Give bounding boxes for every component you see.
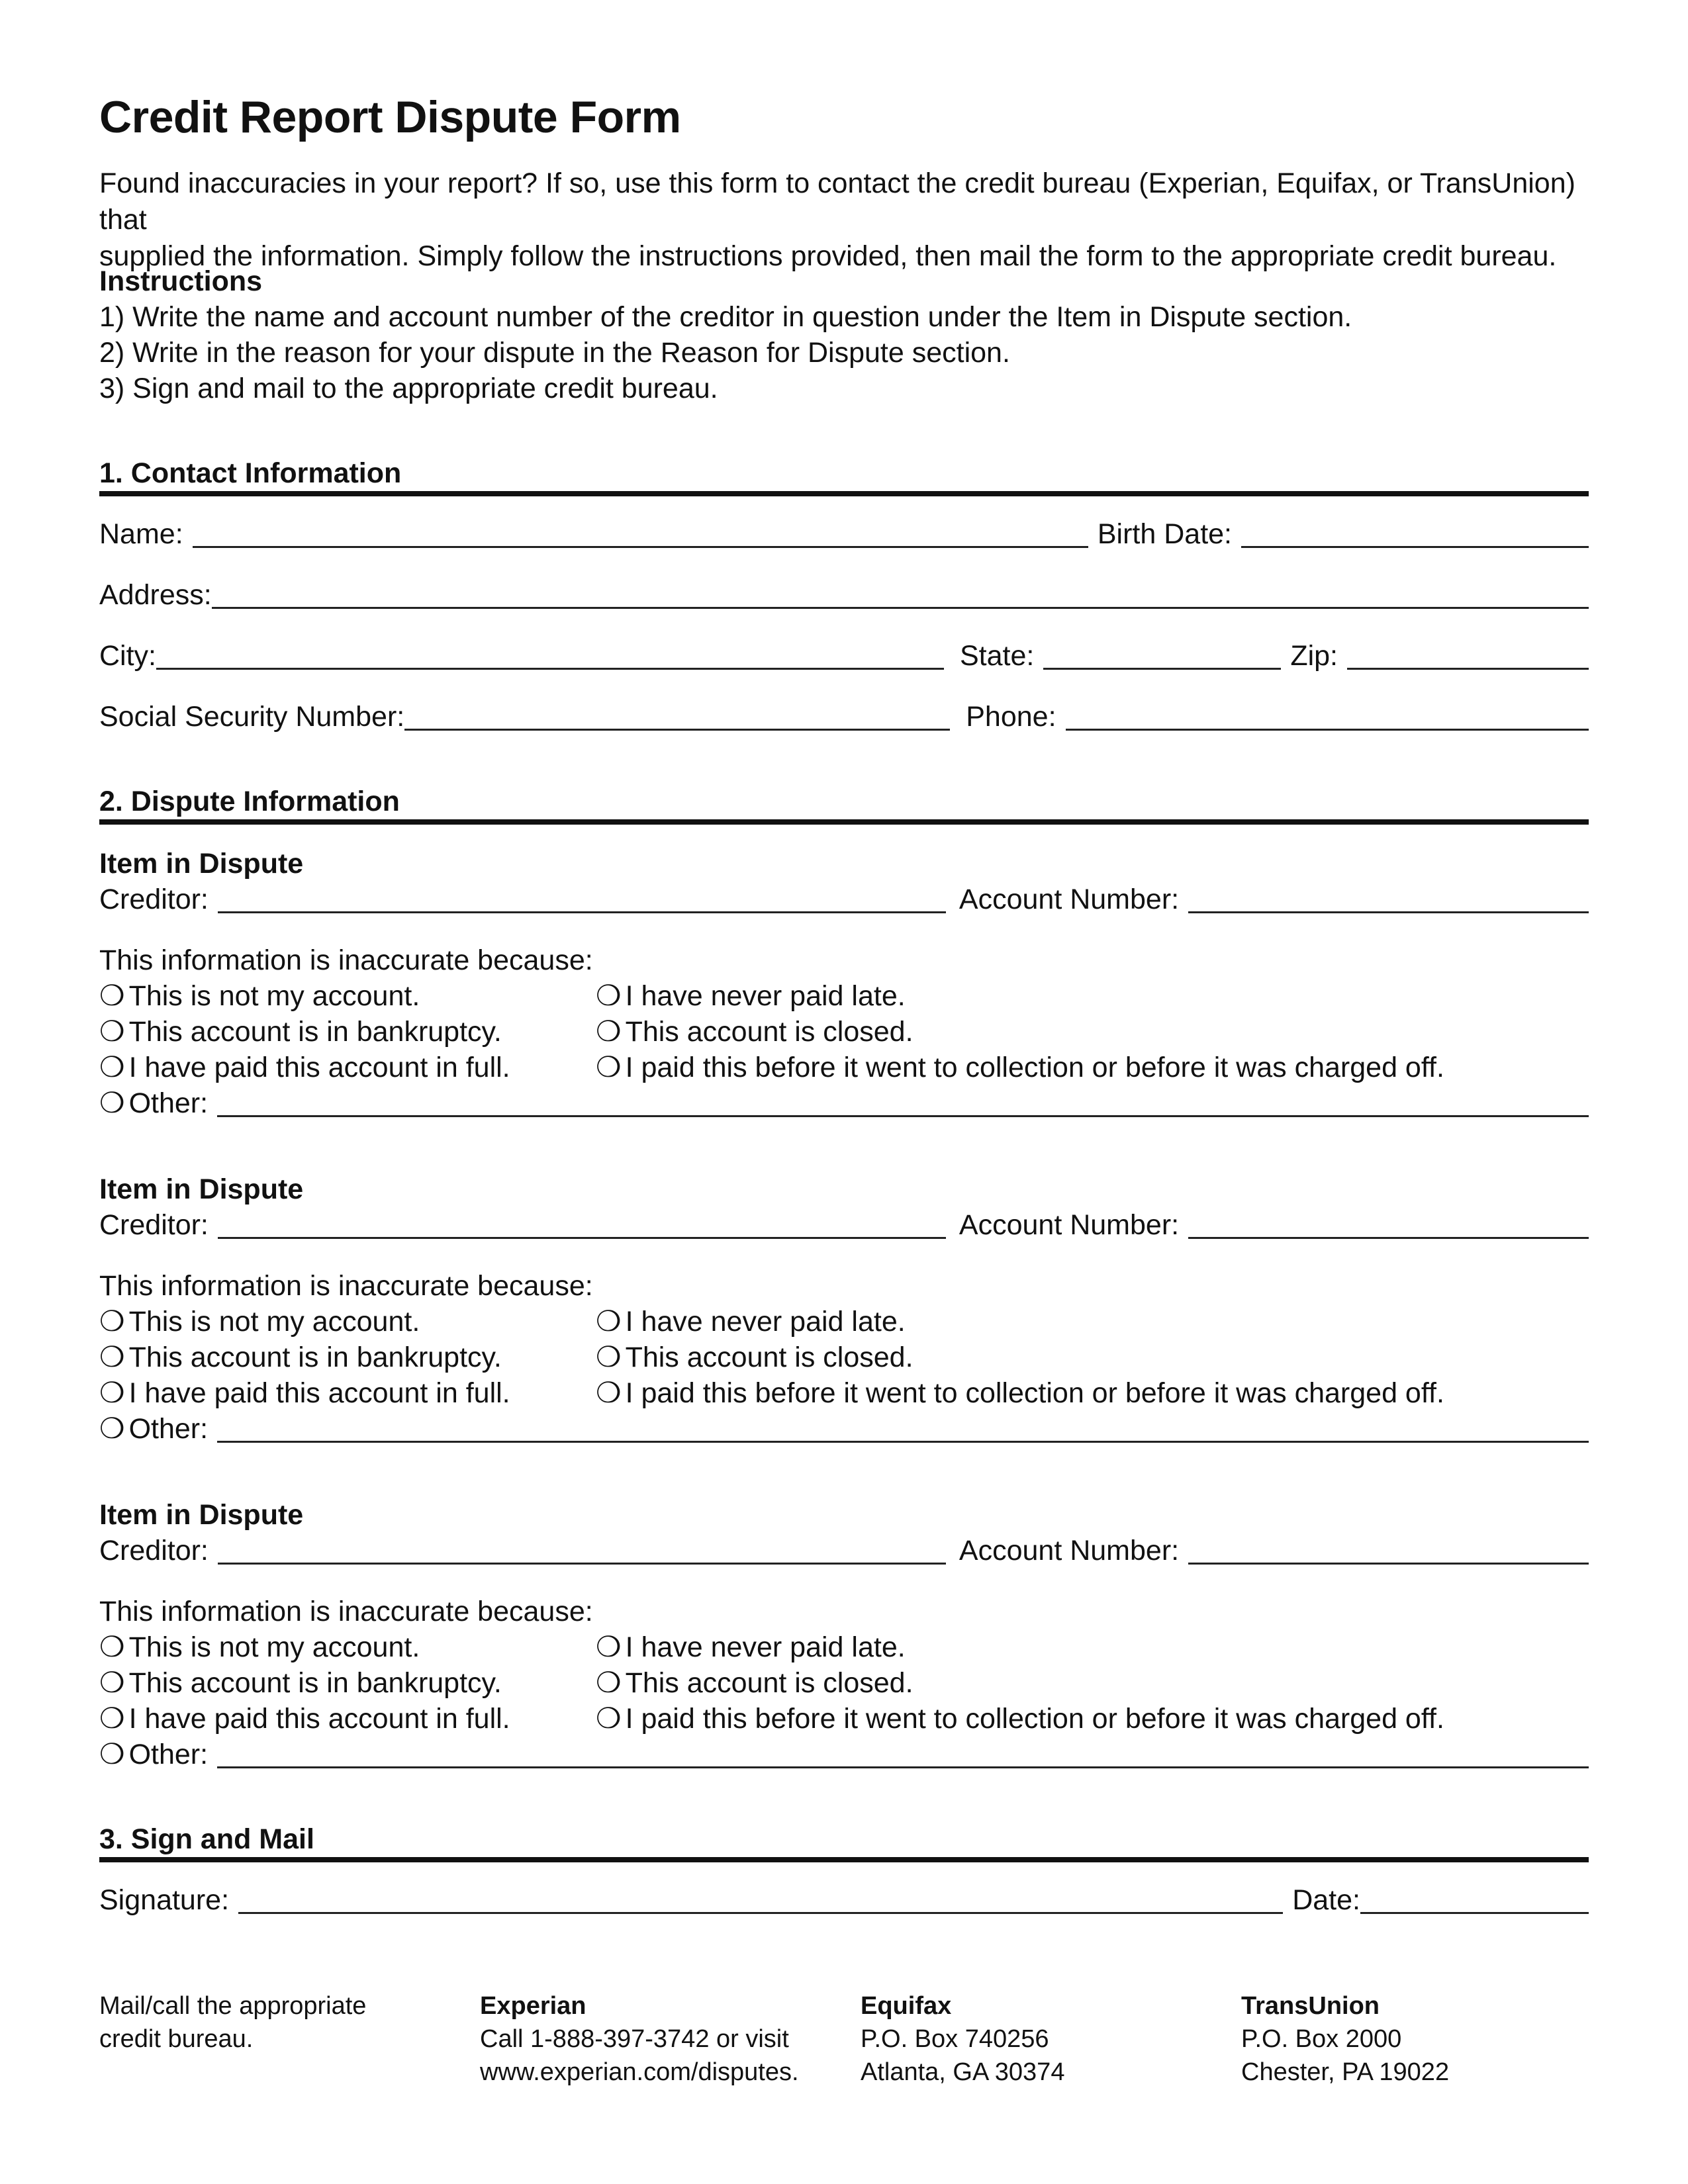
instructions-heading: Instructions: [99, 265, 263, 297]
option-label: This is not my account.: [128, 1306, 420, 1338]
checkbox-icon[interactable]: ❍: [596, 1052, 622, 1083]
experian-line-2: www.experian.com/disputes.: [480, 2058, 799, 2086]
item-in-dispute-heading: Item in Dispute: [99, 1499, 304, 1531]
birth-date-label: Birth Date:: [1097, 518, 1232, 550]
state-label: State:: [960, 640, 1035, 672]
checkbox-icon[interactable]: ❍: [99, 1703, 125, 1735]
equifax-line-2: Atlanta, GA 30374: [861, 2058, 1065, 2086]
checkbox-icon[interactable]: ❍: [99, 1342, 125, 1373]
checkbox-icon[interactable]: ❍: [99, 980, 125, 1012]
option-label: This account is in bankruptcy.: [128, 1016, 502, 1048]
option-bankruptcy[interactable]: [99, 1340, 502, 1375]
option-not-my-account[interactable]: [99, 1629, 420, 1665]
option-other[interactable]: [99, 1737, 208, 1772]
creditor-field[interactable]: [218, 887, 946, 913]
option-label: I have paid this account in full.: [128, 1052, 510, 1083]
checkbox-icon[interactable]: ❍: [99, 1087, 125, 1119]
account-number-field[interactable]: [1188, 1539, 1589, 1565]
address-row: [99, 577, 1589, 613]
creditor-row: [99, 1533, 1589, 1569]
option-paid-in-full[interactable]: [99, 1375, 510, 1411]
other-label: Other:: [128, 1413, 209, 1445]
creditor-row: [99, 1207, 1589, 1243]
account-number-label: Account Number:: [959, 1535, 1180, 1567]
checkbox-icon[interactable]: ❍: [596, 1016, 622, 1048]
name-field[interactable]: [193, 522, 1088, 548]
option-bankruptcy[interactable]: [99, 1014, 502, 1050]
option-bankruptcy[interactable]: [99, 1665, 502, 1701]
ssn-row: [99, 699, 1589, 735]
option-label: This is not my account.: [128, 980, 420, 1012]
zip-field[interactable]: [1347, 644, 1589, 670]
item-in-dispute-heading: Item in Dispute: [99, 1173, 304, 1205]
option-paid-before-collection[interactable]: [596, 1701, 1444, 1737]
experian-name: Experian: [480, 1992, 586, 2020]
account-number-field[interactable]: [1188, 887, 1589, 913]
option-label: I have never paid late.: [625, 1631, 906, 1663]
option-label: I paid this before it went to collection or before it was charged off.: [625, 1052, 1444, 1083]
checkbox-icon[interactable]: ❍: [99, 1377, 125, 1409]
option-not-my-account[interactable]: [99, 978, 420, 1014]
name-row: [99, 516, 1589, 552]
other-row: [99, 1411, 1589, 1447]
city-row: [99, 638, 1589, 674]
date-label: Date:: [1292, 1884, 1360, 1916]
checkbox-icon[interactable]: ❍: [99, 1052, 125, 1083]
option-label: I have never paid late.: [625, 1306, 906, 1338]
creditor-field[interactable]: [218, 1539, 946, 1565]
checkbox-icon[interactable]: ❍: [596, 980, 622, 1012]
birth-date-field[interactable]: [1241, 522, 1589, 548]
transunion-name: TransUnion: [1241, 1992, 1380, 2020]
reason-intro: This information is inaccurate because:: [99, 944, 593, 976]
option-label: This is not my account.: [128, 1631, 420, 1663]
name-label: Name:: [99, 518, 183, 550]
address-label: Address:: [99, 579, 212, 611]
ssn-label: Social Security Number:: [99, 701, 405, 733]
intro-line-2: supplied the information. Simply follow the instructions provided, then mail the form to the appropriate credit bureau.: [99, 240, 1557, 272]
bureau-experian: [480, 1989, 799, 2089]
instructions: [99, 263, 1589, 406]
instruction-step-2: 2) Write in the reason for your dispute in the Reason for Dispute section.: [99, 337, 1010, 369]
option-never-paid-late[interactable]: [596, 978, 906, 1014]
option-account-closed[interactable]: [596, 1014, 914, 1050]
mail-note: [99, 1989, 366, 2056]
account-number-label: Account Number:: [959, 1209, 1180, 1241]
intro-text: [99, 165, 1589, 275]
checkbox-icon[interactable]: ❍: [596, 1667, 622, 1699]
option-not-my-account[interactable]: [99, 1304, 420, 1340]
other-field[interactable]: [217, 1743, 1589, 1768]
equifax-name: Equifax: [861, 1992, 952, 2020]
option-other[interactable]: [99, 1085, 208, 1121]
option-label: This account is closed.: [625, 1667, 914, 1699]
checkbox-icon[interactable]: ❍: [99, 1413, 125, 1445]
creditor-label: Creditor:: [99, 884, 209, 915]
checkbox-icon[interactable]: ❍: [99, 1631, 125, 1663]
account-number-field[interactable]: [1188, 1213, 1589, 1239]
mail-note-line-1: Mail/call the appropriate: [99, 1992, 367, 2020]
bureau-equifax: [861, 1989, 1064, 2089]
city-label: City:: [99, 640, 156, 672]
checkbox-icon[interactable]: ❍: [99, 1667, 125, 1699]
other-label: Other:: [128, 1087, 209, 1119]
state-field[interactable]: [1043, 644, 1281, 670]
date-field[interactable]: [1360, 1888, 1589, 1914]
page-title: Credit Report Dispute Form: [99, 92, 681, 142]
section-contact-heading: 1. Contact Information: [99, 455, 1589, 496]
checkbox-icon[interactable]: ❍: [596, 1631, 622, 1663]
equifax-line-1: P.O. Box 740256: [861, 2025, 1049, 2053]
other-label: Other:: [128, 1739, 209, 1770]
checkbox-icon[interactable]: ❍: [596, 1306, 622, 1338]
section-sign-heading: 3. Sign and Mail: [99, 1821, 1589, 1862]
option-label: I paid this before it went to collection or before it was charged off.: [625, 1377, 1444, 1409]
reason-intro: This information is inaccurate because:: [99, 1596, 593, 1627]
item-in-dispute-heading: Item in Dispute: [99, 848, 304, 880]
option-paid-before-collection[interactable]: [596, 1375, 1444, 1411]
option-label: I have paid this account in full.: [128, 1703, 510, 1735]
bureau-transunion: [1241, 1989, 1449, 2089]
option-paid-in-full[interactable]: [99, 1050, 510, 1085]
option-label: This account is closed.: [625, 1016, 914, 1048]
signature-field[interactable]: [238, 1888, 1283, 1914]
instruction-step-1: 1) Write the name and account number of the creditor in question under the Item in Dispute section.: [99, 301, 1352, 333]
creditor-row: [99, 882, 1589, 917]
intro-line-1: Found inaccuracies in your report? If so, use this form to contact the credit bureau (Experian, Equifax, or TransUnion) that: [99, 167, 1575, 236]
option-label: This account is in bankruptcy.: [128, 1342, 502, 1373]
phone-field[interactable]: [1066, 705, 1589, 731]
account-number-label: Account Number:: [959, 884, 1180, 915]
option-label: This account is in bankruptcy.: [128, 1667, 502, 1699]
transunion-line-1: P.O. Box 2000: [1241, 2025, 1402, 2053]
option-paid-before-collection[interactable]: [596, 1050, 1444, 1085]
option-label: I paid this before it went to collection or before it was charged off.: [625, 1703, 1444, 1735]
option-account-closed[interactable]: [596, 1340, 914, 1375]
option-label: I have never paid late.: [625, 980, 906, 1012]
option-never-paid-late[interactable]: [596, 1304, 906, 1340]
checkbox-icon[interactable]: ❍: [99, 1739, 125, 1770]
checkbox-icon[interactable]: ❍: [596, 1377, 622, 1409]
other-row: [99, 1737, 1589, 1772]
other-field[interactable]: [217, 1091, 1589, 1117]
section-dispute-heading: 2. Dispute Information: [99, 784, 1589, 825]
option-paid-in-full[interactable]: [99, 1701, 510, 1737]
checkbox-icon[interactable]: ❍: [596, 1342, 622, 1373]
zip-label: Zip:: [1290, 640, 1338, 672]
checkbox-icon[interactable]: ❍: [596, 1703, 622, 1735]
creditor-label: Creditor:: [99, 1209, 209, 1241]
reason-intro: This information is inaccurate because:: [99, 1270, 593, 1302]
city-field[interactable]: [156, 644, 944, 670]
option-account-closed[interactable]: [596, 1665, 914, 1701]
phone-label: Phone:: [966, 701, 1056, 733]
transunion-line-2: Chester, PA 19022: [1241, 2058, 1450, 2086]
ssn-field[interactable]: [404, 705, 950, 731]
signature-row: [99, 1882, 1589, 1918]
option-other[interactable]: [99, 1411, 208, 1447]
mail-note-line-2: credit bureau.: [99, 2025, 254, 2053]
experian-line-1: Call 1-888-397-3742 or visit: [480, 2025, 789, 2053]
checkbox-icon[interactable]: ❍: [99, 1016, 125, 1048]
creditor-field[interactable]: [218, 1213, 946, 1239]
signature-label: Signature:: [99, 1884, 230, 1916]
instruction-step-3: 3) Sign and mail to the appropriate credit bureau.: [99, 373, 718, 404]
option-label: This account is closed.: [625, 1342, 914, 1373]
other-field[interactable]: [217, 1417, 1589, 1443]
option-never-paid-late[interactable]: [596, 1629, 906, 1665]
other-row: [99, 1085, 1589, 1121]
option-label: I have paid this account in full.: [128, 1377, 510, 1409]
checkbox-icon[interactable]: ❍: [99, 1306, 125, 1338]
creditor-label: Creditor:: [99, 1535, 209, 1567]
address-field[interactable]: [212, 583, 1589, 609]
